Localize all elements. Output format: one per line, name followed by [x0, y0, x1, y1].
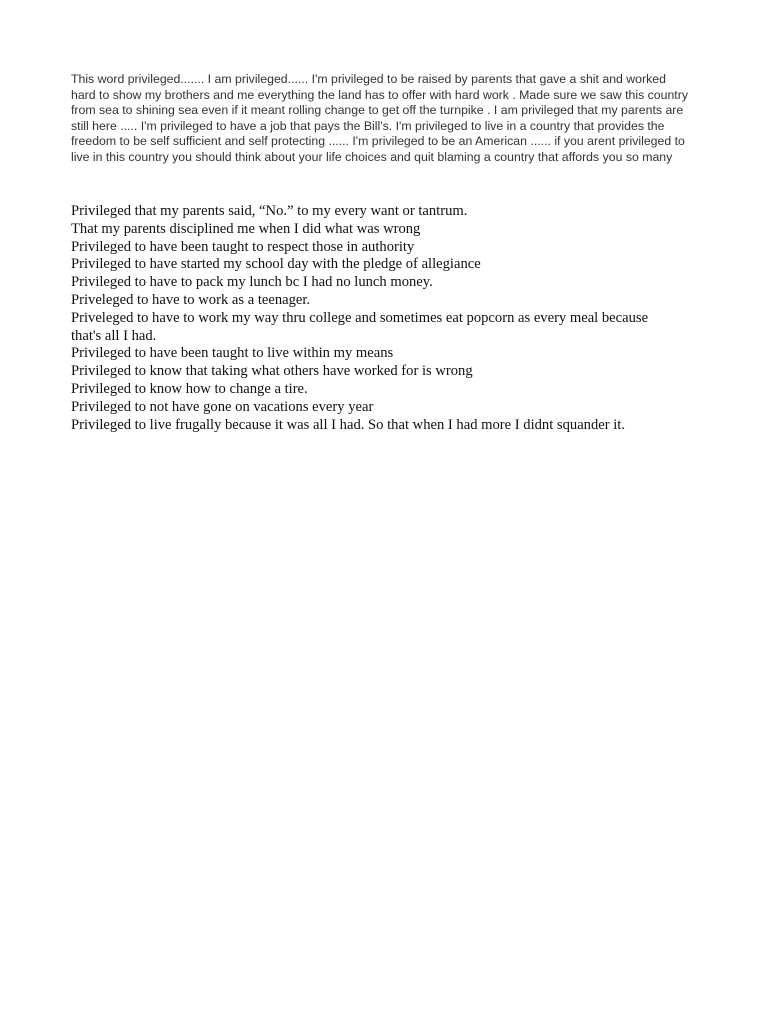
- intro-paragraph: This word privileged....... I am privileged...... I'm privileged to be raised by parents that gave a shit and worked hard to show my brothers and me everything the land has to offer with hard work . Made sure we saw this country from sea to shining sea even if it meant rolling change to get off the turnpike . I am privileged that my parents are still here ..... I'm privileged to have a job that pays the Bill's. I'm privileged to live in a country that provides the freedom to be self sufficient and self protecting ...... I'm privileged to be an American ...... if you arent privileged to live in this country you should think about your life choices and quit blaming a country that affords you so many: [71, 72, 688, 164]
- list-item: Privileged to not have gone on vacations every year: [71, 398, 374, 415]
- list-item: Privileged to live frugally because it was all I had. So that when I had more I didnt squander it.: [71, 416, 626, 433]
- list-item: Priveleged to have to work as a teenager.: [71, 291, 311, 308]
- list-item: Privileged to have to pack my lunch bc I had no lunch money.: [71, 274, 433, 291]
- list-item: Privileged to have been taught to live within my means: [71, 345, 394, 362]
- list-item: Privileged to have been taught to respect those in authority: [71, 238, 415, 255]
- list-item: Privileged that my parents said, “No.” to my every want or tantrum.: [71, 203, 468, 219]
- privilege-list: [71, 203, 681, 434]
- list-item: That my parents disciplined me when I did what was wrong: [71, 220, 421, 237]
- list-item: Privileged to know how to change a tire.: [71, 380, 308, 397]
- list-item: Privileged to know that taking what others have worked for is wrong: [71, 363, 473, 380]
- list-item: Privileged to have started my school day with the pledge of allegiance: [71, 256, 481, 273]
- list-item: Priveleged to have to work my way thru college and sometimes eat popcorn as every meal because that's all I had.: [71, 309, 649, 344]
